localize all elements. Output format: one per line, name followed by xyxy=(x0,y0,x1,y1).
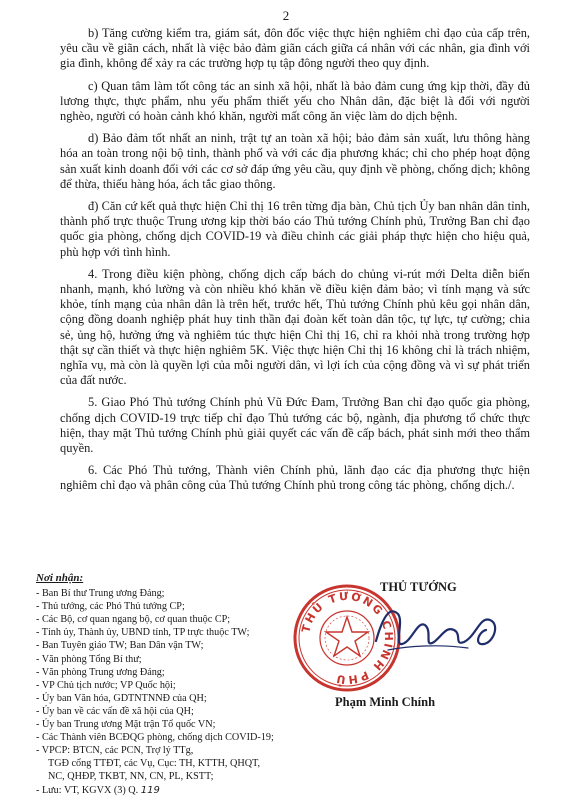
recipient-item: - Thủ tướng, các Phó Thủ tướng CP; xyxy=(36,601,185,613)
paragraph-b: b) Tăng cường kiểm tra, giám sát, đôn đốc việc thực hiện nghiêm chỉ đạo của cấp trên, yêu cầu về giãn cách, nhất là việc bảo đảm giãn cách giữa cá nhân với các nhân, gia đình với gia đình, không để xảy ra các trường hợp tụ tập đông người theo quy định. xyxy=(60,26,530,71)
handwritten-signature xyxy=(368,586,508,666)
recipient-item: - Văn phòng Trung ương Đảng; xyxy=(36,666,165,678)
recipient-item: - Các Bộ, cơ quan ngang bộ, cơ quan thuộc CP; xyxy=(36,614,231,626)
paragraph-dd: đ) Căn cứ kết quả thực hiện Chỉ thị 16 trên từng địa bàn, Chủ tịch Ủy ban nhân dân tỉnh, thành phố trực thuộc Trung ương kịp thời báo cáo Thủ tướng Chính phủ, Trưởng Ban chỉ đạo quốc gia phòng, chống dịch COVID-19 và điều chỉnh các giải pháp thực hiện cho hiệu quả, phù hợp với tình hình. xyxy=(60,199,530,259)
recipient-item: - VPCP: BTCN, các PCN, Trợ lý TTg, xyxy=(36,745,194,757)
paragraph-c: c) Quan tâm làm tốt công tác an sinh xã hội, nhất là bảo đảm cung ứng kịp thời, đầy đủ lương thực, thực phẩm, nhu yếu phẩm thiết yếu cho Nhân dân, đặc biệt là đối với người nghèo, người có hoàn cảnh khó khăn, người mất công ăn việc làm do dịch bệnh. xyxy=(60,78,530,124)
archive-label: - Lưu: VT, KGVX (3) Q. xyxy=(36,784,139,796)
handwritten-count: 119 xyxy=(140,784,160,796)
recipient-item: - Ban Bí thư Trung ương Đảng; xyxy=(36,588,165,600)
star-icon xyxy=(326,617,368,656)
signer-name: Phạm Minh Chính xyxy=(335,695,436,709)
paragraph-d: d) Bảo đảm tốt nhất an ninh, trật tự an toàn xã hội; bảo đảm sản xuất, lưu thông hàng hóa an toàn trong nội bộ tỉnh, thành phố và với các địa phương khác; chỉ cho phép hoạt động sản xuất kinh doanh đối với các cơ sở đáp ứng yêu cầu, quy định về phòng, chống dịch; không để thừa, thiếu hàng hóa, ách tắc giao thông. xyxy=(60,131,530,191)
paragraph-5: 5. Giao Phó Thủ tướng Chính phủ Vũ Đức Đam, Trưởng Ban chỉ đạo quốc gia phòng, chống dịch COVID-19 trực tiếp chỉ đạo Thủ tướng các bộ, ngành, địa phương tổ chức thực hiện, thay mặt Thủ tướng Chính phủ giải quyết các vấn đề cấp bách, phát sinh mới theo thẩm quyền. xyxy=(60,395,530,456)
recipient-item: - Các Thành viên BCĐQG phòng, chống dịch COVID-19; xyxy=(36,732,274,744)
recipients-heading: Nơi nhận: xyxy=(36,572,84,584)
recipient-item: - Ban Tuyên giáo TW; Ban Dân vận TW; xyxy=(36,640,204,652)
recipient-item: - Văn phòng Tổng Bí thư; xyxy=(36,653,142,665)
recipient-item-continued: TGĐ cổng TTĐT, các Vụ, Cục: TH, KTTH, QHQT, xyxy=(48,758,261,770)
recipients-list xyxy=(36,572,306,797)
seal-text: THỦ TƯỚNG CHÍNH PHỦ xyxy=(299,589,396,687)
recipient-item: - VP Chủ tịch nước; VP Quốc hội; xyxy=(36,679,176,691)
recipient-item: - Ủy ban Văn hóa, GDTNTNNĐ của QH; xyxy=(36,692,207,704)
recipient-item: - Tỉnh ủy, Thành ủy, UBND tỉnh, TP trực thuộc TW; xyxy=(36,627,250,639)
recipient-item: - Ủy ban về các vấn đề xã hội của QH; xyxy=(36,705,194,717)
page-number: 2 xyxy=(282,8,290,23)
paragraph-6: 6. Các Phó Thủ tướng, Thành viên Chính phủ, lãnh đạo các địa phương thực hiện nghiêm chỉ đạo và phân công của Thủ tướng Chính phủ trong công tác phòng, chống dịch./. xyxy=(60,463,530,493)
recipient-item: - Ủy ban Trung ương Mặt trận Tổ quốc VN; xyxy=(36,719,216,731)
recipient-item-archive xyxy=(36,784,306,797)
signer-title: THỦ TƯỚNG xyxy=(380,580,457,594)
paragraph-4: 4. Trong điều kiện phòng, chống dịch cấp bách do chủng vi-rút mới Delta diễn biến nhanh, mạnh, khó lường và còn nhiều khó khăn về điều kiện đảm bảo; vì tính mạng và sức khỏe, tính mạng của nhân dân là trên hết, trước hết, Thủ tướng Chính phủ kêu gọi nhân dân, cộng đồng doanh nghiệp phát huy tinh thần đại đoàn kết toàn dân tộc, tự lực, tự cường; chia sẻ, ủng hộ, hưởng ứng và nghiêm túc thực hiện Chỉ thị 16, chỉ ra khỏi nhà trong trường hợp thật sự cần thiết và thực hiện nghiêm 5K. Việc thực hiện Chỉ thị 16 không chỉ là trách nhiệm, nghĩa vụ, mà còn là quyền lợi của mỗi người dân, vì lợi ích của cộng đồng và vì sự phát triển của đất nước. xyxy=(60,266,530,388)
recipient-item-continued: NC, QHĐP, TKBT, NN, CN, PL, KSTT; xyxy=(48,771,214,783)
document-body xyxy=(60,26,530,501)
